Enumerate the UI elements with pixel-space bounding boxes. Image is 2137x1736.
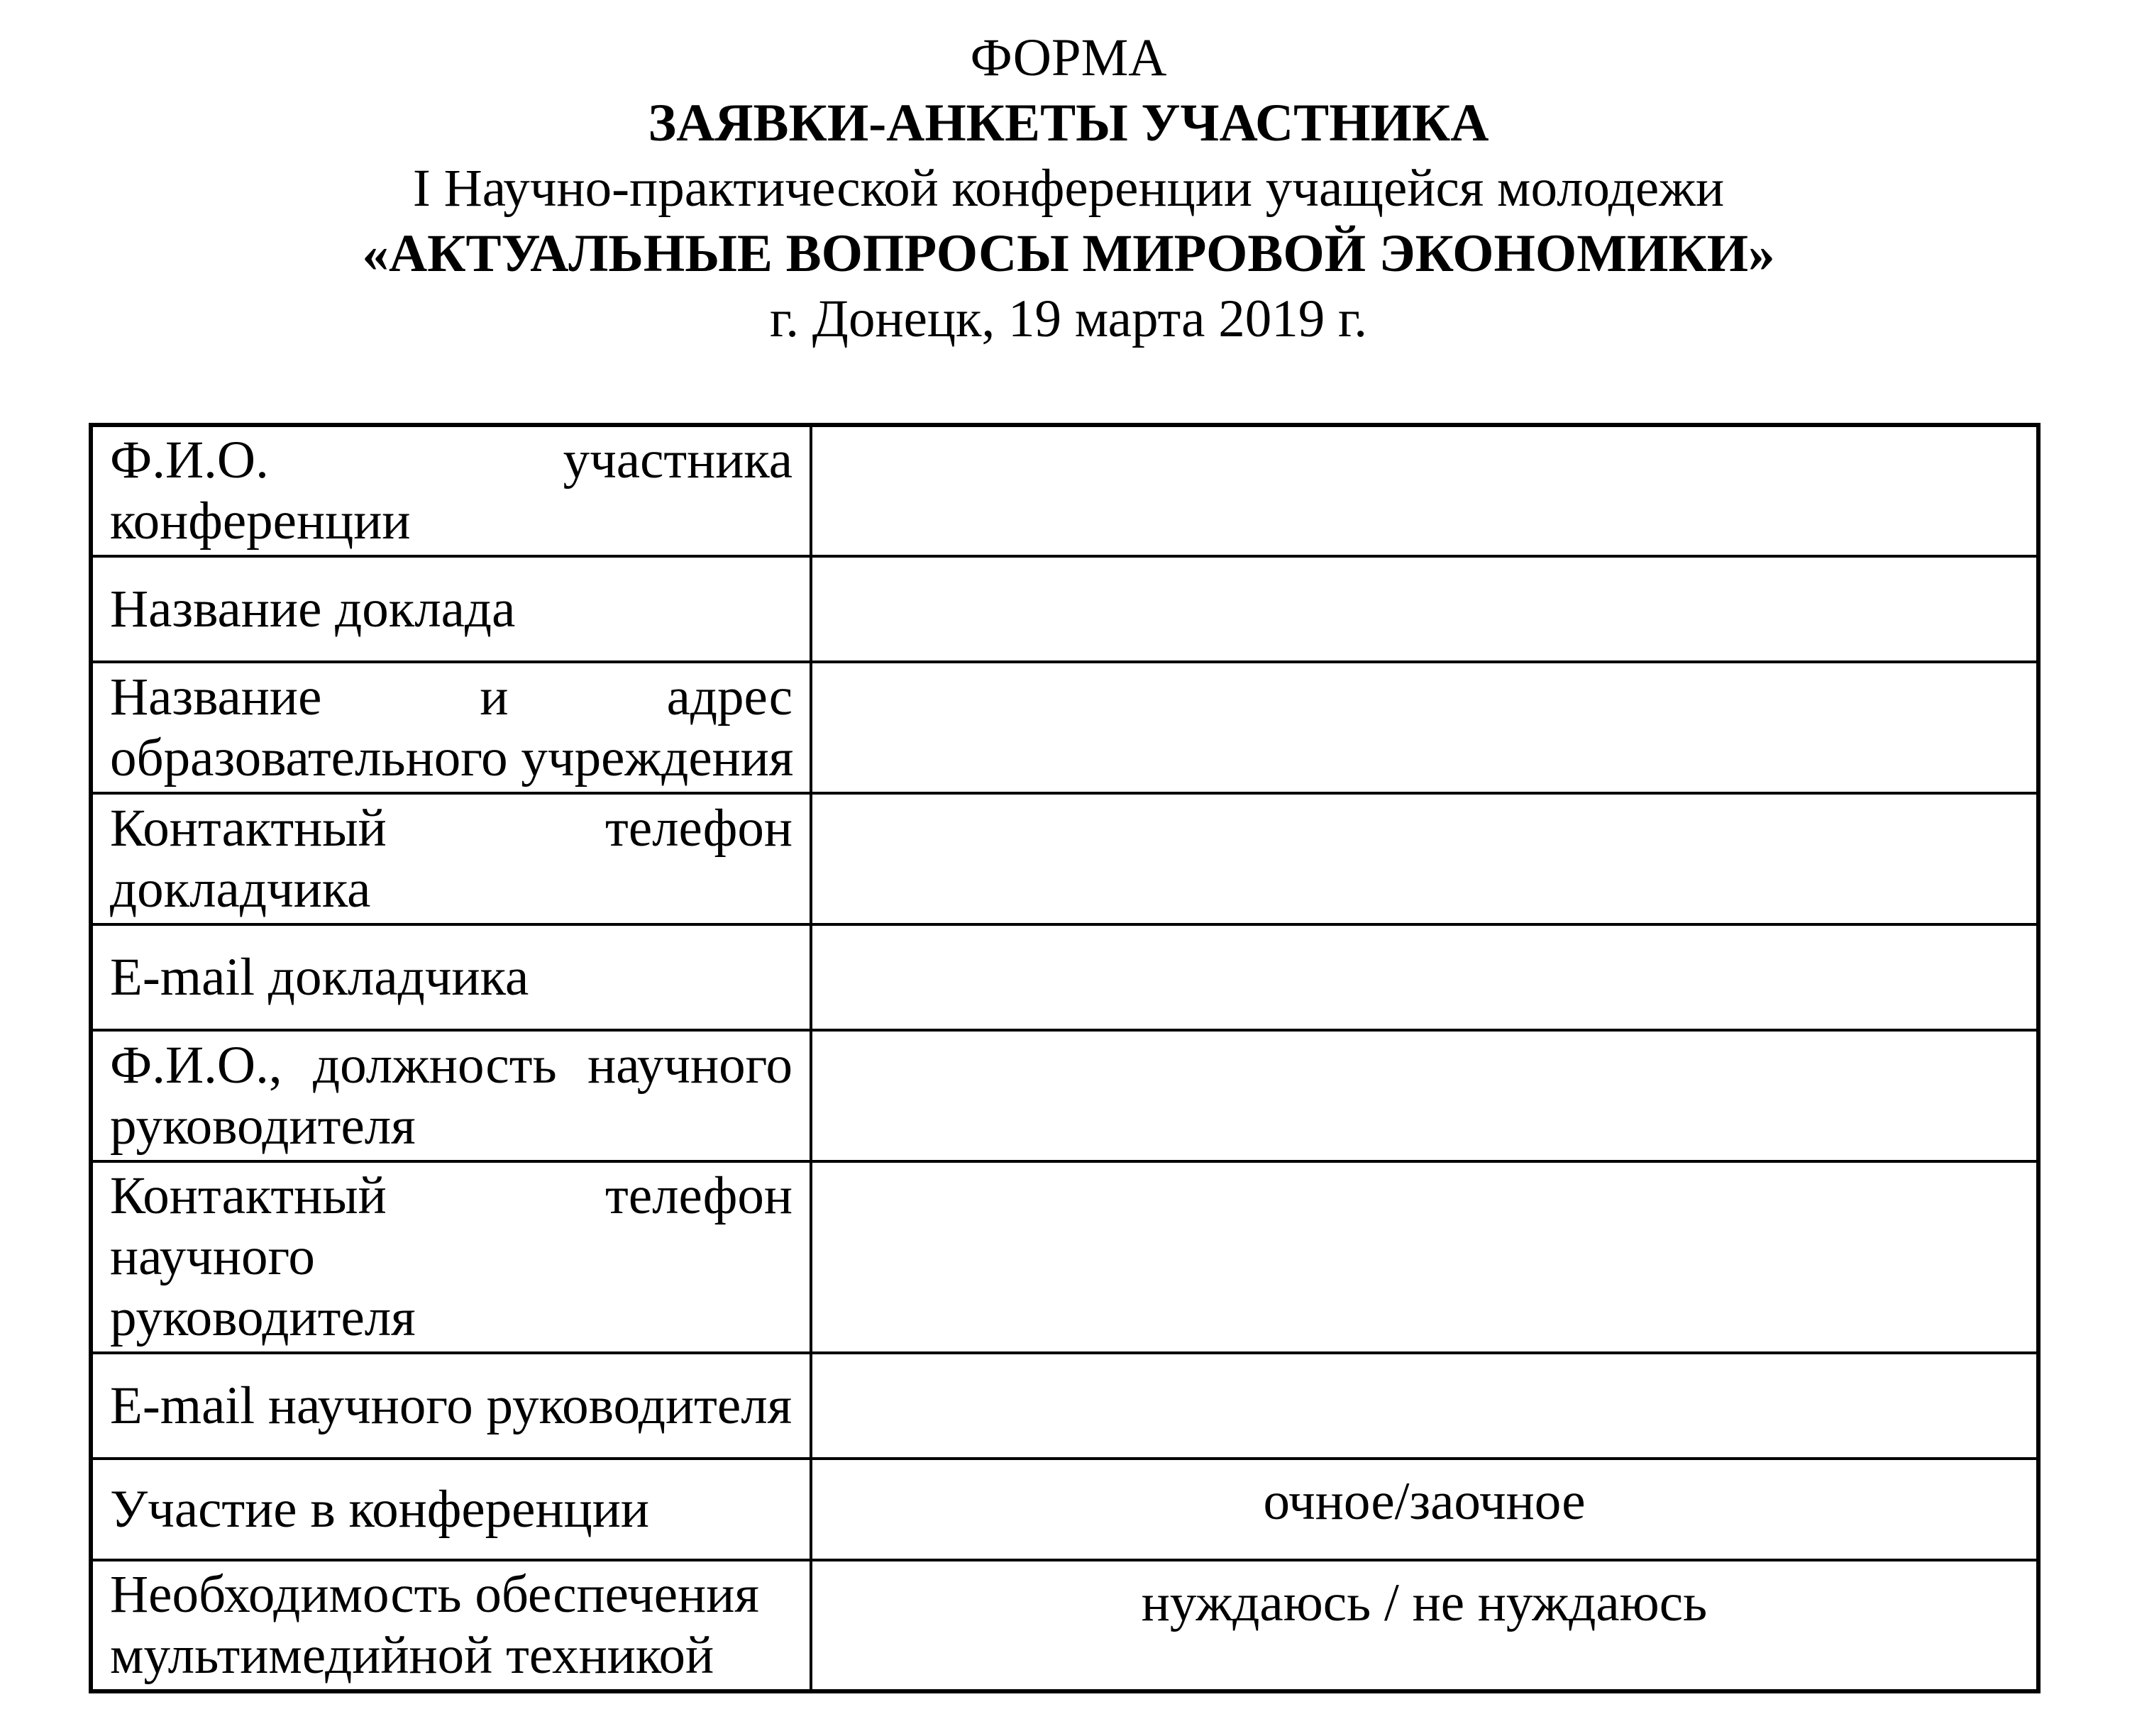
row-supervisor-email: [91, 1353, 2038, 1459]
label-line: мультимедийной техникой: [110, 1626, 714, 1685]
field-label-supervisor-phone: [91, 1161, 811, 1353]
row-supervisor-phone: [91, 1161, 2038, 1353]
field-value-participant-name: [811, 425, 2038, 556]
label-line: Название доклада: [110, 579, 516, 638]
field-value-speaker-phone: [811, 793, 2038, 924]
field-label-speaker-phone: [91, 793, 811, 924]
field-value-report-title: [811, 556, 2038, 662]
field-value-participation-type: очное/заочное: [811, 1459, 2038, 1560]
label-line: докладчика: [110, 859, 371, 919]
field-label-supervisor-email: [91, 1353, 811, 1459]
row-institution: [91, 662, 2038, 793]
field-value-multimedia-need: нуждаюсь / не нуждаюсь: [811, 1560, 2038, 1691]
label-line: Название и адрес: [110, 667, 793, 726]
row-report-title: [91, 556, 2038, 662]
row-participation-type: [91, 1459, 2038, 1560]
field-label-speaker-email: [91, 924, 811, 1030]
field-label-participation-type: [91, 1459, 811, 1560]
field-label-supervisor-name: [91, 1030, 811, 1161]
field-label-report-title: [91, 556, 811, 662]
document-page: [0, 26, 2137, 1693]
row-participant-name: [91, 425, 2038, 556]
field-value-supervisor-email: [811, 1353, 2038, 1459]
field-value-supervisor-name: [811, 1030, 2038, 1161]
field-label-institution: [91, 662, 811, 793]
label-line: руководителя: [110, 1096, 416, 1156]
field-label-multimedia-need: [91, 1560, 811, 1691]
form-label: ФОРМА: [970, 28, 1167, 87]
label-line: Контактный телефон: [110, 798, 793, 858]
label-line: руководителя: [110, 1288, 416, 1347]
conference-name: I Научно-практической конференции учащейся молодежи: [412, 159, 1725, 218]
label-line: Необходимость обеспечения: [110, 1565, 759, 1624]
application-form-table: [89, 423, 2041, 1693]
field-value-institution: [811, 662, 2038, 793]
row-multimedia-need: [91, 1560, 2038, 1691]
label-line: E-mail научного руководителя: [110, 1376, 793, 1435]
conference-theme: «АКТУАЛЬНЫЕ ВОПРОСЫ МИРОВОЙ ЭКОНОМИКИ»: [362, 224, 1775, 283]
label-line: Ф.И.О. участника: [110, 431, 793, 490]
conference-place-date: г. Донецк, 19 марта 2019 г.: [770, 289, 1367, 348]
row-supervisor-name: [91, 1030, 2038, 1161]
row-speaker-email: [91, 924, 2038, 1030]
field-value-speaker-email: [811, 924, 2038, 1030]
field-label-participant-name: [91, 425, 811, 556]
label-line: E-mail докладчика: [110, 947, 529, 1007]
label-line: Участие в конференции: [110, 1479, 649, 1539]
form-title: ЗАЯВКИ-АНКЕТЫ УЧАСТНИКА: [648, 94, 1489, 153]
row-speaker-phone: [91, 793, 2038, 924]
document-header: [0, 26, 2137, 352]
label-line: Ф.И.О., должность научного: [110, 1035, 793, 1095]
label-line: Контактный телефон научного: [110, 1166, 793, 1286]
label-line: конференции: [110, 492, 411, 551]
field-value-supervisor-phone: [811, 1161, 2038, 1353]
label-line: образовательного учреждения: [110, 728, 794, 787]
